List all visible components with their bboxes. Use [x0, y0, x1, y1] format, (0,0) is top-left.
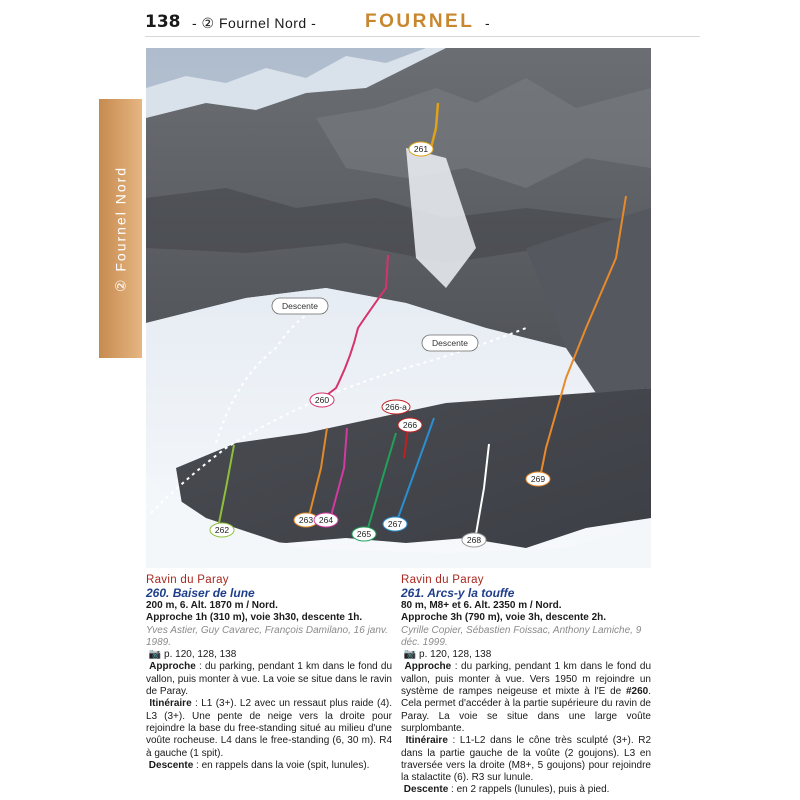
itinerary-text: Itinéraire : L1 (3+). L2 avec un ressaut plus raide (4). L3 (3+). Une pente de neige vers la droite pour rejoindre la base du free-standing situé au milieu d'une voûte rocheuse. L4 dans le free-standing (6, 30 m). R4 à gauche (1 spit).	[146, 698, 392, 759]
route-marker-265	[352, 527, 376, 541]
header-section-title: - ② Fournel Nord -	[192, 15, 317, 31]
route-marker-261	[409, 142, 433, 156]
side-tab-label: ② Fournel Nord	[112, 165, 128, 292]
route-261-column	[401, 574, 651, 797]
header-dash: -	[485, 15, 490, 31]
itinerary-text: Itinéraire : L1-L2 dans le cône très sculpté (3+). R2 dans la partie gauche de la voûte (2 goujons). L3 en traversée vers la droite (M8+, 5 goujons) pour rejoindre la stalactite (6). R3 sur lunule.	[401, 735, 652, 784]
svg-text:266-a: 266-a	[385, 402, 407, 412]
label-descente-2	[422, 335, 478, 351]
svg-text:261: 261	[413, 144, 429, 154]
route-times: Approche 1h (310 m), voie 3h30, descente 1h.	[146, 612, 363, 624]
route-marker-266	[398, 418, 422, 432]
svg-text:268: 268	[466, 535, 482, 545]
svg-text:267: 267	[387, 519, 403, 529]
svg-text:265: 265	[356, 529, 372, 539]
camera-icon: 📷	[148, 649, 162, 661]
topo-photo	[146, 48, 651, 568]
header-rule	[145, 36, 700, 37]
descent-text: Descente : en rappels dans la voie (spit, lunules).	[148, 759, 370, 771]
svg-text:264: 264	[318, 515, 334, 525]
side-section-tab	[99, 99, 142, 358]
route-marker-269	[526, 472, 550, 486]
descent-text: Descente : en 2 rappels (lunules), puis à pied.	[403, 784, 610, 796]
header-area-title: FOURNEL	[365, 11, 475, 32]
svg-text:Descente: Descente	[282, 301, 318, 311]
route-specs: 80 m, M8+ et 6. Alt. 2350 m / Nord.	[401, 600, 562, 611]
svg-text:Descente: Descente	[432, 338, 468, 348]
route-marker-260	[310, 393, 334, 407]
route-260-column	[146, 574, 392, 772]
approach-text: Approche : du parking, pendant 1 km dans le fond du vallon, puis monter à vue. La voie se situe dans le ravin de Paray.	[146, 661, 393, 698]
route-marker-262	[210, 523, 234, 537]
page-header	[145, 12, 700, 36]
label-descente-1	[272, 298, 328, 314]
sector-name: Ravin du Paray	[401, 574, 484, 586]
route-title: 260. Baiser de lune	[146, 586, 255, 600]
svg-text:269: 269	[530, 474, 546, 484]
first-ascent-credit: Yves Astier, Guy Cavarec, François Damilano, 16 janv. 1989.	[146, 624, 388, 648]
page-references: 📷 p. 120, 128, 138	[148, 649, 237, 661]
route-marker-268	[462, 533, 486, 547]
route-title: 261. Arcs-y la touffe	[401, 586, 515, 600]
svg-text:260: 260	[314, 395, 330, 405]
route-times: Approche 3h (790 m), voie 3h, descente 2h.	[401, 612, 607, 624]
topo-photo-svg	[146, 48, 651, 568]
svg-text:262: 262	[214, 525, 230, 535]
camera-icon: 📷	[403, 649, 417, 661]
route-marker-266a	[382, 400, 410, 414]
route-specs: 200 m, 6. Alt. 1870 m / Nord.	[146, 600, 278, 611]
page-references: 📷 p. 120, 128, 138	[403, 649, 492, 661]
sector-name: Ravin du Paray	[146, 574, 229, 586]
first-ascent-credit: Cyrille Copier, Sébastien Foissac, Anthony Lamiche, 9 déc. 1999.	[401, 624, 642, 648]
route-marker-264	[314, 513, 338, 527]
page-number: 138	[145, 12, 181, 32]
approach-text: Approche : du parking, pendant 1 km dans le fond du vallon, puis monter à vue. Vers 1950 m rejoindre un système de rampes neigeuse et mixte à l'E de #260. Cela permet d'accéder à la partie supérieure du ravin de Paray. La voie se situe dans une large voûte surplombante.	[401, 661, 651, 734]
svg-text:266: 266	[402, 420, 418, 430]
svg-text:263: 263	[298, 515, 314, 525]
route-marker-267	[383, 517, 407, 531]
